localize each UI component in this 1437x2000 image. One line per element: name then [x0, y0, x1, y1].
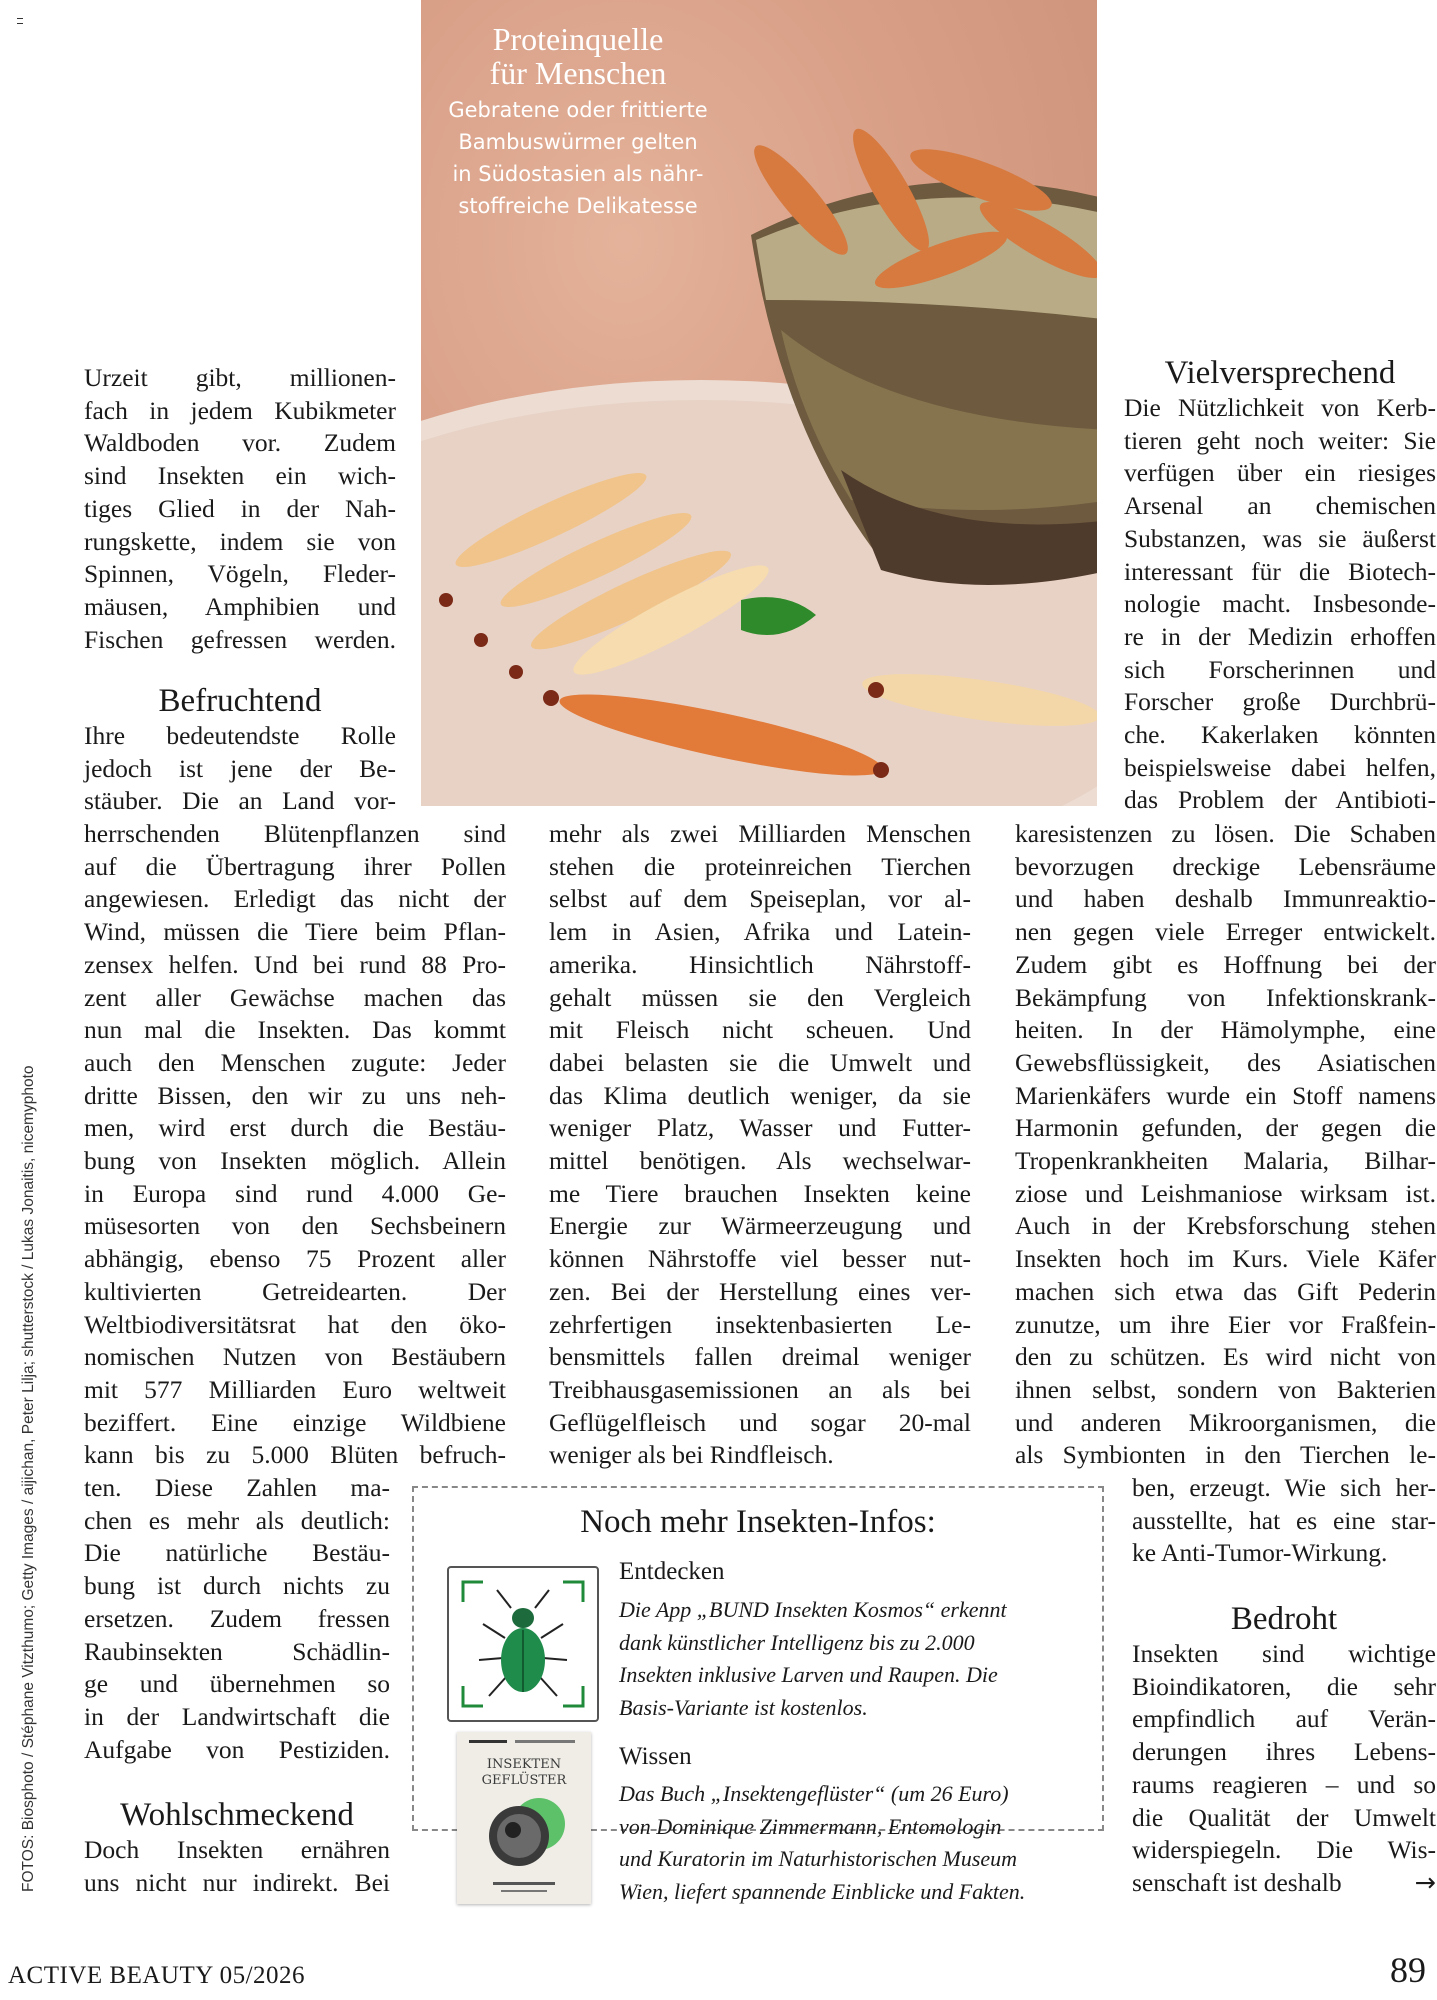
- text-line: zehrfertigen insektenbasierten Le-: [549, 1309, 971, 1339]
- text-line: rungskette, indem sie von: [84, 526, 396, 556]
- text-line: heiten. In der Hämolymphe, eine: [1015, 1015, 1436, 1045]
- text-line: Spinnen, Vögeln, Fleder-: [84, 559, 396, 589]
- text-line: Weltbiodiversitätsrat hat den öko-: [84, 1309, 506, 1339]
- text-line: uns nicht nur indirekt. Bei: [84, 1867, 390, 1897]
- text-line: derungen ihres Lebens-: [1132, 1737, 1436, 1767]
- text-line: mäusen, Amphibien und: [84, 591, 396, 621]
- text-line: Gewebsflüssigkeit, des Asiatischen: [1015, 1047, 1436, 1077]
- column3-vielversprechend-b: [1015, 818, 1436, 1472]
- photo-caption-text: [421, 94, 735, 222]
- text-line: ausstellte, hat es eine star-: [1132, 1505, 1436, 1535]
- text-line: machen sich etwa das Gift Pederin: [1015, 1276, 1436, 1306]
- text-line: ersetzen. Zudem fressen: [84, 1603, 390, 1633]
- text-line: re in der Medizin erhoffen: [1124, 621, 1436, 651]
- text-line: chen es mehr als deutlich:: [84, 1505, 390, 1535]
- text-line: mit Fleisch nicht scheuen. Und: [549, 1015, 971, 1045]
- text-line: Insekten sind wichtige: [1132, 1639, 1436, 1668]
- beetle-icon: [449, 1568, 597, 1720]
- text-line: Energie zur Wärmeerzeugung und: [549, 1211, 971, 1241]
- text-line: herrschenden Blütenpflanzen sind: [84, 819, 506, 848]
- text-line: Aufgabe von Pestiziden.: [84, 1734, 390, 1764]
- info-item-title-entdecken: Entdecken: [619, 1558, 725, 1585]
- info-box-title: Noch mehr Insekten-Infos:: [580, 1504, 936, 1540]
- text-line: zunutze, um ihre Eier vor Fraßfein-: [1015, 1309, 1436, 1339]
- book-cover-illustration: [457, 1732, 591, 1904]
- text-line: kultivierten Getreidearten. Der: [84, 1276, 506, 1306]
- text-line: nen gegen viele Erreger entwickelt.: [1015, 917, 1436, 947]
- text-line: Geflügelfleisch und sogar 20-mal: [549, 1407, 971, 1437]
- column3-bedroht: [1132, 1638, 1436, 1900]
- column3-vielversprechend-a: [1124, 392, 1436, 817]
- text-line: in Europa sind rund 4.000 Ge-: [84, 1178, 506, 1208]
- text-line: nomischen Nutzen von Bestäubern: [84, 1342, 506, 1372]
- column1-befruchtend-b: [84, 818, 506, 1472]
- photo-caption-title: [421, 22, 735, 90]
- column1-wohlschmeckend: [84, 1834, 390, 1899]
- text-line: karesistenzen zu lösen. Die Schaben: [1015, 819, 1436, 848]
- text-line: weniger Platz, Wasser und Futter-: [549, 1113, 971, 1143]
- app-icon: [447, 1566, 599, 1722]
- text-line: ihnen selbst, sondern von Bakterien: [1015, 1374, 1436, 1404]
- column1-befruchtend-c: [84, 1472, 390, 1766]
- info-box: [412, 1486, 1104, 1904]
- text-line: angewiesen. Erledigt das nicht der: [84, 884, 506, 914]
- corner-mark: [17, 18, 23, 24]
- text-line: Harmonin gefunden, der gegen die: [1015, 1113, 1436, 1143]
- text-line: me Tiere brauchen Insekten keine: [549, 1178, 971, 1208]
- caption-title-line: für Menschen: [489, 55, 667, 91]
- text-line: Forscher große Durchbrü-: [1124, 687, 1436, 717]
- info-line: und Kuratorin im Naturhistorischen Museum: [619, 1846, 1018, 1871]
- text-line: Wind, müssen die Tiere beim Pflan-: [84, 917, 506, 947]
- text-line: ke Anti-Tumor-Wirkung.: [1132, 1538, 1388, 1568]
- text-line: Ihre bedeutendste Rolle: [84, 721, 396, 750]
- text-line: Raubinsekten Schädlin-: [84, 1636, 390, 1666]
- text-line: zensex helfen. Und bei rund 88 Pro-: [84, 949, 506, 979]
- text-line: stäuber. Die an Land vor-: [84, 786, 396, 816]
- text-line: zent aller Gewächse machen das: [84, 982, 506, 1012]
- magazine-footer: ACTIVE BEAUTY 05/2026: [8, 1962, 306, 1989]
- text-line: sich Forscherinnen und: [1124, 654, 1436, 684]
- text-line: beispielsweise dabei helfen,: [1124, 752, 1436, 782]
- text-line: jedoch ist jene der Be-: [84, 753, 396, 783]
- text-line: sind Insekten ein wich-: [84, 461, 396, 491]
- text-line: mit 577 Milliarden Euro weltweit: [84, 1374, 506, 1404]
- info-line: Die App „BUND Insekten Kosmos“ erkennt: [619, 1597, 1007, 1622]
- text-line: als Symbionten in den Tierchen le-: [1015, 1440, 1436, 1470]
- info-line: Insekten inklusive Larven und Raupen. Die: [619, 1662, 998, 1687]
- text-line: verfügen über ein riesiges: [1124, 458, 1436, 488]
- photo-credit: FOTOS: Biosphoto / Stéphane Vitzthumo; Getty Images / aijichan, Peter Lilja; shutterstock / Lukas Jonaitis, nicemyphoto: [20, 1065, 37, 1892]
- book-title-line: GEFLÜSTER: [481, 1773, 567, 1788]
- text-line: Die Nützlichkeit von Kerb-: [1124, 393, 1436, 422]
- text-line: bevorzugen dreckige Lebensräume: [1015, 851, 1436, 881]
- text-line: auf die Übertragung ihrer Pollen: [84, 851, 506, 881]
- column1-befruchtend-a: [84, 720, 396, 818]
- text-line: empfindlich auf Verän-: [1132, 1704, 1436, 1734]
- text-line: Marienkäfers wurde ein Stoff namens: [1015, 1080, 1436, 1110]
- text-line: Doch Insekten ernähren: [84, 1835, 390, 1864]
- text-line: Treibhausgasemissionen an als bei: [549, 1374, 971, 1404]
- text-line: den zu schützen. Es wird nicht von: [1015, 1342, 1436, 1372]
- caption-title-line: Proteinquelle: [492, 21, 664, 57]
- continue-arrow-icon: →: [1414, 1867, 1436, 1898]
- text-line: zen. Bei der Herstellung eines ver-: [549, 1276, 971, 1306]
- caption-text-line: Gebratene oder frittierte: [448, 98, 708, 122]
- text-line: weniger als bei Rindfleisch.: [549, 1440, 834, 1470]
- info-line: Das Buch „Insektengeflüster“ (um 26 Euro): [619, 1781, 1009, 1806]
- text-line: kann bis zu 5.000 Blüten befruch-: [84, 1440, 506, 1470]
- text-line: und anderen Mikroorganismen, die: [1015, 1407, 1436, 1437]
- text-line: auch den Menschen zugute: Jeder: [84, 1047, 506, 1077]
- text-line: Insekten hoch im Kurs. Viele Käfer: [1015, 1244, 1436, 1274]
- text-line: dabei belasten sie die Umwelt und: [549, 1047, 971, 1077]
- info-item-title-wissen: Wissen: [619, 1743, 692, 1770]
- text-line: Tropenkrankheiten Malaria, Bilhar-: [1015, 1146, 1436, 1176]
- text-line: und haben deshalb Immunreaktio-: [1015, 884, 1436, 914]
- text-line: lem in Asien, Afrika und Latein-: [549, 917, 971, 947]
- text-line: selbst auf dem Speiseplan, vor al-: [549, 884, 971, 914]
- text-line: Substanzen, was sie äußerst: [1124, 523, 1436, 553]
- text-line: tieren geht noch weiter: Sie: [1124, 425, 1436, 455]
- book-cover: [457, 1732, 591, 1904]
- column1-intro: [84, 362, 396, 656]
- column2-text: [549, 818, 971, 1472]
- column3-vielversprechend-c: [1132, 1472, 1436, 1570]
- page-number: 89: [1390, 1950, 1426, 1990]
- bamboo-worms-photo: [421, 0, 1097, 806]
- text-line: Auch in der Krebsforschung stehen: [1015, 1211, 1436, 1241]
- heading-vielversprechend: Vielversprechend: [1164, 355, 1396, 391]
- info-item-text-entdecken: [619, 1594, 1089, 1724]
- info-item-text-wissen: [619, 1778, 1089, 1908]
- text-line: Bekämpfung von Infektionskrank-: [1015, 982, 1436, 1012]
- text-line: die Qualität der Umwelt: [1132, 1802, 1436, 1832]
- text-line: das Klima deutlich weniger, da sie: [549, 1080, 971, 1110]
- text-line: tiges Glied in der Nah-: [84, 493, 396, 523]
- info-line: Wien, liefert spannende Einblicke und Fakten.: [619, 1878, 1026, 1904]
- text-line: ben, erzeugt. Wie sich her-: [1132, 1473, 1436, 1502]
- text-line: müsesorten von den Sechsbeinern: [84, 1211, 506, 1241]
- text-line: men, wird erst durch die Bestäu-: [84, 1113, 506, 1143]
- text-line: Zudem gibt es Hoffnung bei der: [1015, 949, 1436, 979]
- text-line: abhängig, ebenso 75 Prozent aller: [84, 1244, 506, 1274]
- caption-text-line: stoffreiche Delikatesse: [458, 194, 698, 218]
- text-line: ten. Diese Zahlen ma-: [84, 1473, 390, 1502]
- text-line: nologie macht. Insbesonde-: [1124, 589, 1436, 619]
- heading-wohlschmeckend: Wohlschmeckend: [120, 1797, 354, 1833]
- info-line: von Dominique Zimmermann, Entomologin: [619, 1813, 1002, 1839]
- text-line: mehr als zwei Milliarden Menschen: [549, 819, 971, 848]
- info-line: Basis-Variante ist kostenlos.: [619, 1694, 868, 1720]
- text-line: raums reagieren – und so: [1132, 1769, 1436, 1799]
- caption-text-line: Bambuswürmer gelten: [458, 130, 698, 154]
- text-line: amerika. Hinsichtlich Nährstoff-: [549, 949, 971, 979]
- text-line: das Problem der Antibioti-: [1124, 785, 1436, 815]
- text-line: che. Kakerlaken könnten: [1124, 720, 1436, 750]
- heading-bedroht: Bedroht: [1230, 1601, 1338, 1637]
- book-title-line: INSEKTEN: [486, 1757, 562, 1772]
- text-line: Bioindikatoren, die sehr: [1132, 1671, 1436, 1701]
- text-line: Urzeit gibt, millionen-: [84, 363, 396, 392]
- info-line: dank künstlicher Intelligenz bis zu 2.000: [619, 1629, 975, 1655]
- text-line: senschaft ist deshalb: [1132, 1867, 1342, 1897]
- text-line: nun mal die Insekten. Das kommt: [84, 1015, 506, 1045]
- caption-text-line: in Südostasien als nähr-: [452, 162, 704, 186]
- text-line: bensmittels fallen dreimal weniger: [549, 1342, 971, 1372]
- text-line: dritte Bissen, den wir zu uns neh-: [84, 1080, 506, 1110]
- heading-befruchtend: Befruchtend: [158, 683, 322, 719]
- text-line: können Nährstoffe viel besser nut-: [549, 1244, 971, 1274]
- text-line: Fischen gefressen werden.: [84, 624, 396, 654]
- text-line: mittel benötigen. Als wechselwar-: [549, 1146, 971, 1176]
- text-line: ge und übernehmen so: [84, 1669, 390, 1699]
- text-line: bung von Insekten möglich. Allein: [84, 1146, 506, 1176]
- text-line: gehalt müssen sie den Vergleich: [549, 982, 971, 1012]
- text-line: widerspiegeln. Die Wis-: [1132, 1835, 1436, 1865]
- text-line: beziffert. Eine einzige Wildbiene: [84, 1407, 506, 1437]
- text-line: bung ist durch nichts zu: [84, 1571, 390, 1601]
- text-line: in der Landwirtschaft die: [84, 1701, 390, 1731]
- text-line: fach in jedem Kubikmeter: [84, 395, 396, 425]
- text-line: stehen die proteinreichen Tierchen: [549, 851, 971, 881]
- text-line: Waldboden vor. Zudem: [84, 428, 396, 458]
- text-line: ziose und Leishmaniose wirksam ist.: [1015, 1178, 1436, 1208]
- text-line: Arsenal an chemischen: [1124, 491, 1436, 521]
- text-line: Die natürliche Bestäu-: [84, 1538, 390, 1568]
- text-line: interessant für die Biotech-: [1124, 556, 1436, 586]
